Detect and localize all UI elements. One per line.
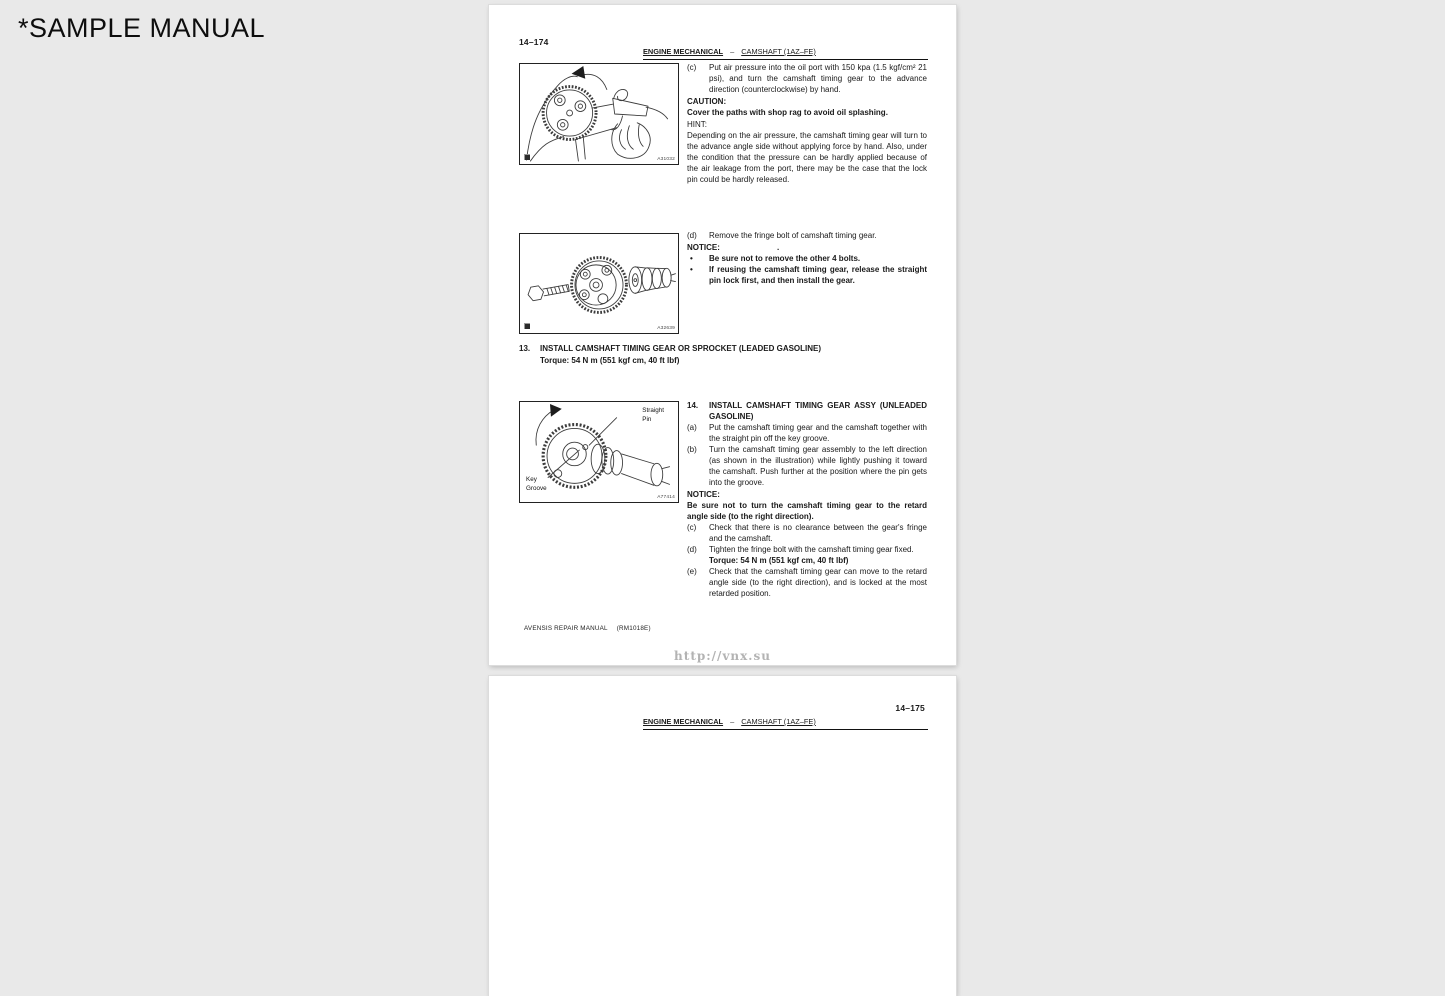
figure-timing-gear-assy-illustration	[519, 401, 679, 503]
step-14e-row	[687, 566, 927, 599]
step-14c-marker: (c)	[687, 523, 697, 532]
section-d	[687, 230, 927, 286]
footer-manual-code: (RM1018E)	[616, 625, 651, 632]
figure-marker-icon	[524, 323, 530, 329]
air-gun-gear-drawing-icon	[520, 64, 678, 164]
step-14-title: INSTALL CAMSHAFT TIMING GEAR ASSY (UNLEADED GASOLINE)	[709, 401, 927, 421]
step-14a-row	[687, 422, 927, 444]
figure-code: A31032	[657, 157, 675, 162]
bullet-icon: •	[690, 265, 693, 274]
step-14c-text: Check that there is no clearance between the gear's fringe and the camshaft.	[709, 523, 927, 543]
bullet-icon: •	[690, 254, 693, 263]
hint-label: HINT:	[687, 120, 707, 129]
bolt-gear-camshaft-drawing-icon	[520, 234, 678, 333]
step-c-text: Put air pressure into the oil port with 150 kpa (1.5 kgf/cm² 21 psi), and turn the camshaft timing gear to the advance direction (counterclockwise) by hand.	[709, 63, 927, 94]
step-13-title: INSTALL CAMSHAFT TIMING GEAR OR SPROCKET (LEADED GASOLINE)	[540, 344, 822, 353]
page-header	[643, 47, 928, 60]
step-14b-row	[687, 444, 927, 488]
bullet-1-text: Be sure not to remove the other 4 bolts.	[709, 254, 861, 263]
step-14d-row	[687, 544, 927, 555]
step-14	[687, 400, 927, 599]
header-dash: –	[730, 717, 735, 726]
step-14e-marker: (e)	[687, 567, 697, 576]
step-c-marker: (c)	[687, 63, 697, 72]
straight-pin-label-line1: Straight	[642, 407, 664, 414]
page-number: 14–175	[895, 703, 925, 713]
header-subsection: CAMSHAFT (1AZ–FE)	[741, 717, 816, 726]
notice-bullet-2	[687, 264, 927, 286]
figure-air-pressure-illustration	[519, 63, 679, 165]
figure-exploded-view-illustration	[519, 233, 679, 334]
sample-manual-watermark: *SAMPLE MANUAL	[18, 13, 266, 43]
key-groove-label-line2: Groove	[526, 484, 547, 492]
step-13-title-row	[519, 343, 931, 355]
notice-label-row	[687, 242, 927, 253]
step-14a-text: Put the camshaft timing gear and the camshaft together with the straight pin off the key groove.	[709, 423, 927, 443]
notice-bullet-1	[687, 253, 927, 264]
step-14-title-row	[687, 400, 927, 422]
manual-page-174	[489, 5, 956, 665]
step-14b-marker: (b)	[687, 445, 697, 454]
step-14a-marker: (a)	[687, 423, 697, 432]
step-d-row	[687, 230, 927, 241]
step-14d-torque: Torque: 54 N m (551 kgf cm, 40 ft lbf)	[709, 556, 849, 565]
caution-text: Cover the paths with shop rag to avoid oil splashing.	[687, 108, 888, 117]
footer-manual-name: AVENSIS REPAIR MANUAL	[524, 625, 608, 632]
hint-text: Depending on the air pressure, the camshaft timing gear will turn to the advance angle side without applying force by hand. Also, under the condition that the pressure can be hardly applied because of the air leakage from the port, there may be the case that the lock pin could be hardly released.	[687, 131, 927, 184]
step-14e-text: Check that the camshaft timing gear can move to the retard angle side (to the right direction), and is locked at the most retarded position.	[709, 567, 927, 598]
notice-label: NOTICE:	[687, 243, 720, 252]
step-14d-marker: (d)	[687, 545, 697, 554]
header-section: ENGINE MECHANICAL	[643, 47, 724, 56]
step-14d-text: Tighten the fringe bolt with the camshaft timing gear fixed.	[709, 545, 914, 554]
url-watermark: http://vnx.su	[674, 649, 771, 663]
key-groove-label	[526, 476, 547, 493]
notice-trailing-dot: .	[777, 243, 780, 252]
straight-pin-label-line2: Pin	[642, 415, 652, 423]
section-c	[687, 62, 927, 185]
step-14-notice-text: Be sure not to turn the camshaft timing gear to the retard angle side (to the right direction).	[687, 501, 927, 521]
figure-code: A77414	[657, 495, 675, 500]
step-13-number: 13.	[519, 344, 531, 353]
step-13	[519, 343, 931, 366]
figure-code: A32639	[657, 326, 675, 331]
bullet-2-text: If reusing the camshaft timing gear, release the straight pin lock first, and then install the gear.	[709, 265, 927, 285]
step-c-row	[687, 62, 927, 95]
manual-page-175	[489, 676, 956, 996]
key-groove-label-line1: Key	[526, 476, 537, 483]
figure-marker-icon	[524, 154, 530, 160]
header-dash: –	[730, 47, 735, 56]
step-14b-text: Turn the camshaft timing gear assembly to the left direction (as shown in the illustration) while lightly pushing it toward the camshaft. Push further at the position where the pin gets into the groove.	[709, 445, 927, 487]
step-14-notice-label: NOTICE:	[687, 490, 720, 499]
header-subsection: CAMSHAFT (1AZ–FE)	[741, 47, 816, 56]
step-14c-row	[687, 522, 927, 544]
step-d-marker: (d)	[687, 231, 697, 240]
step-13-torque: Torque: 54 N m (551 kgf cm, 40 ft lbf)	[540, 355, 680, 365]
page-number: 14–174	[519, 37, 549, 47]
step-14-number: 14.	[687, 401, 699, 410]
caution-label: CAUTION:	[687, 97, 727, 106]
step-d-text: Remove the fringe bolt of camshaft timing gear.	[709, 231, 877, 240]
straight-pin-label	[642, 407, 664, 424]
page-footer	[524, 625, 651, 632]
header-section: ENGINE MECHANICAL	[643, 717, 724, 726]
page-header	[643, 717, 928, 730]
